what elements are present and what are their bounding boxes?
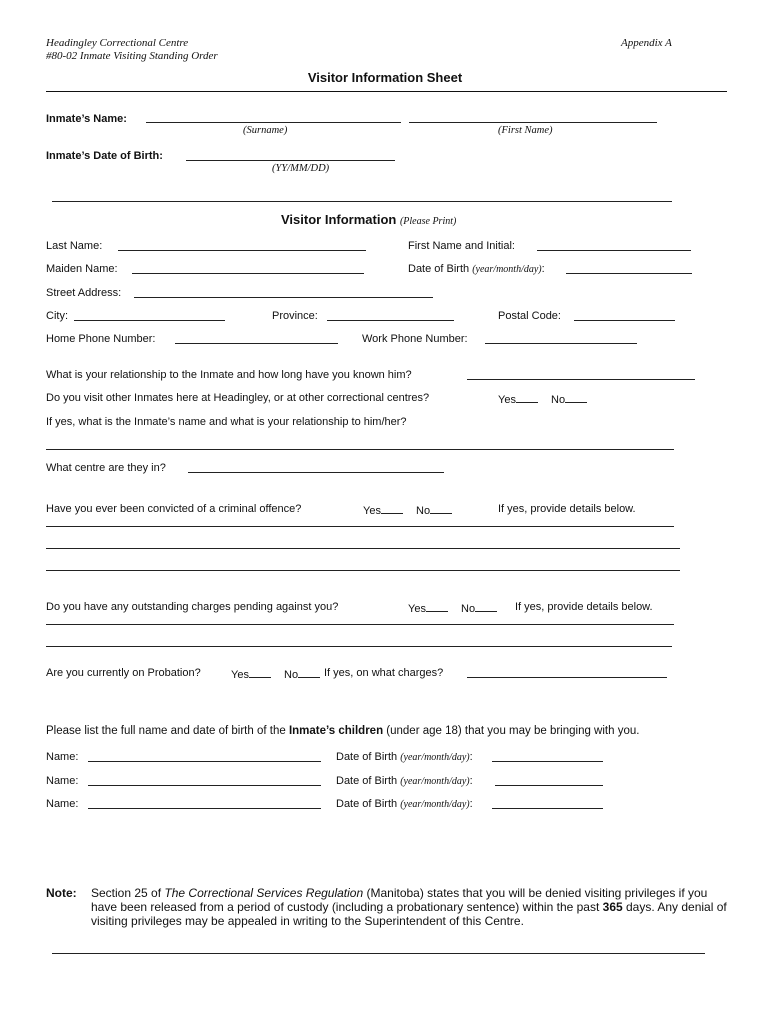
children-post: (under age 18) that you may be bringing with you.: [383, 725, 640, 737]
convicted-details-label: If yes, provide details below.: [498, 503, 636, 515]
probation-no-blank[interactable]: [298, 667, 320, 678]
charges-details-line-1[interactable]: [46, 624, 674, 625]
inmate-surname-field[interactable]: [146, 122, 401, 123]
children-instructions: [46, 725, 639, 737]
convicted-details-line-2[interactable]: [46, 548, 680, 549]
charges-details-label: If yes, provide details below.: [515, 601, 653, 613]
visit-other-no[interactable]: [551, 392, 587, 406]
footer-rule: [52, 953, 705, 954]
header-appendix: Appendix A: [621, 37, 672, 49]
inmate-name-label: Inmate’s Name:: [46, 113, 127, 125]
note-text: [91, 886, 731, 928]
children-pre: Please list the full name and date of birth of the: [46, 725, 289, 737]
street-field[interactable]: [134, 297, 433, 298]
visitor-heading-hint: (Please Print): [399, 216, 457, 227]
dob-hint: (YY/MM/DD): [272, 163, 330, 174]
street-label: Street Address:: [46, 287, 122, 299]
work-phone-label: Work Phone Number:: [362, 333, 468, 345]
charges-no-blank[interactable]: [475, 601, 497, 612]
child-3-dob-text: Date of Birth: [336, 798, 398, 810]
home-phone-field[interactable]: [175, 343, 338, 344]
city-label: City:: [46, 310, 68, 322]
visitor-heading: [281, 212, 456, 227]
convicted-no[interactable]: [416, 503, 452, 517]
city-field[interactable]: [74, 320, 225, 321]
relationship-field[interactable]: [467, 379, 695, 380]
postal-field[interactable]: [574, 320, 675, 321]
convicted-details-line-3[interactable]: [46, 570, 680, 571]
probation-yes-blank[interactable]: [249, 667, 271, 678]
child-2-dob-text: Date of Birth: [336, 775, 398, 787]
convicted-yes-blank[interactable]: [381, 503, 403, 514]
note-part2: (Manitoba) states that you will be denied visiting privileges if you have been released from a period of custody (including a probationary sentence) within the past: [91, 886, 708, 914]
surname-hint: (Surname): [243, 125, 288, 136]
visitor-dob-label: Date of Birth (year/month/day):: [408, 263, 545, 275]
note-regulation: The Correctional Services Regulation: [164, 886, 364, 900]
child-3-name-field[interactable]: [88, 808, 321, 809]
province-field[interactable]: [327, 320, 454, 321]
charges-no[interactable]: [461, 601, 497, 615]
probation-yes-label: Yes: [231, 669, 249, 681]
visitor-dob-text: Date of Birth: [408, 263, 470, 275]
child-3-dob-label: Date of Birth (year/month/day):: [336, 798, 473, 810]
child-1-dob-format: (year/month/day): [400, 752, 470, 763]
visit-other-yes-label: Yes: [498, 394, 516, 406]
postal-label: Postal Code:: [498, 310, 561, 322]
child-2-dob-format: (year/month/day): [400, 776, 470, 787]
visit-other-yes[interactable]: [498, 392, 538, 406]
home-phone-label: Home Phone Number:: [46, 333, 156, 345]
header-order: #80-02 Inmate Visiting Standing Order: [46, 50, 218, 62]
last-name-label: Last Name:: [46, 240, 103, 252]
child-1-name-label: Name:: [46, 751, 79, 763]
what-centre-label: What centre are they in?: [46, 462, 166, 474]
maiden-name-label: Maiden Name:: [46, 263, 118, 275]
child-3-dob-format: (year/month/day): [400, 799, 470, 810]
visit-other-label: Do you visit other Inmates here at Headingley, or at other correctional centres?: [46, 392, 430, 404]
child-2-name-field[interactable]: [88, 785, 321, 786]
child-1-name-field[interactable]: [88, 761, 321, 762]
first-name-field[interactable]: [537, 250, 691, 251]
charges-pending-label: Do you have any outstanding charges pending against you?: [46, 601, 339, 613]
note-days: 365: [602, 900, 623, 914]
charges-yes-label: Yes: [408, 603, 426, 615]
note-part3: days. Any denial of visiting privileges may be appealed in writing to the Superintendent of this Centre.: [91, 900, 727, 928]
province-label: Province:: [272, 310, 318, 322]
charges-details-line-2[interactable]: [46, 646, 672, 647]
title-rule: [46, 91, 727, 92]
visitor-heading-text: Visitor Information: [281, 212, 397, 227]
child-3-dob-field[interactable]: [492, 808, 603, 809]
relationship-label: What is your relationship to the Inmate and how long have you known him?: [46, 369, 412, 381]
inmate-dob-label: Inmate’s Date of Birth:: [46, 150, 163, 162]
maiden-name-field[interactable]: [132, 273, 364, 274]
child-2-dob-field[interactable]: [495, 785, 603, 786]
convicted-yes[interactable]: [363, 503, 403, 517]
note-part1: Section 25 of: [91, 886, 165, 900]
if-yes-inmate-label: If yes, what is the Inmate’s name and what is your relationship to him/her?: [46, 416, 407, 428]
last-name-field[interactable]: [118, 250, 366, 251]
child-1-dob-field[interactable]: [492, 761, 603, 762]
visit-other-yes-blank[interactable]: [516, 392, 538, 403]
charges-yes-blank[interactable]: [426, 601, 448, 612]
probation-no[interactable]: [284, 667, 320, 681]
convicted-details-line-1[interactable]: [46, 526, 674, 527]
visitor-dob-field[interactable]: [566, 273, 692, 274]
convicted-yes-label: Yes: [363, 505, 381, 517]
first-name-label: First Name and Initial:: [408, 240, 515, 252]
inmate-dob-field[interactable]: [186, 160, 395, 161]
visitor-dob-format: (year/month/day): [472, 264, 542, 275]
what-centre-field[interactable]: [188, 472, 444, 473]
note-label: Note:: [46, 886, 77, 900]
convicted-label: Have you ever been convicted of a criminal offence?: [46, 503, 302, 515]
visit-other-no-blank[interactable]: [565, 392, 587, 403]
firstname-hint: (First Name): [498, 125, 553, 136]
inmate-firstname-field[interactable]: [409, 122, 657, 123]
probation-charges-label: If yes, on what charges?: [324, 667, 444, 679]
child-2-name-label: Name:: [46, 775, 79, 787]
children-bold: Inmate’s children: [288, 725, 384, 737]
convicted-no-label: No: [416, 505, 431, 517]
header-org: Headingley Correctional Centre: [46, 37, 189, 49]
child-2-dob-label: Date of Birth (year/month/day):: [336, 775, 473, 787]
probation-label: Are you currently on Probation?: [46, 667, 201, 679]
child-3-name-label: Name:: [46, 798, 79, 810]
work-phone-field[interactable]: [485, 343, 637, 344]
visit-other-no-label: No: [551, 394, 566, 406]
section-rule: [52, 201, 672, 202]
page-title: Visitor Information Sheet: [307, 70, 463, 85]
child-1-dob-label: Date of Birth (year/month/day):: [336, 751, 473, 763]
probation-no-label: No: [284, 669, 299, 681]
charges-yes[interactable]: [408, 601, 448, 615]
if-yes-inmate-field[interactable]: [46, 449, 674, 450]
probation-yes[interactable]: [231, 667, 271, 681]
convicted-no-blank[interactable]: [430, 503, 452, 514]
child-1-dob-text: Date of Birth: [336, 751, 398, 763]
charges-no-label: No: [461, 603, 476, 615]
probation-charges-field[interactable]: [467, 677, 667, 678]
